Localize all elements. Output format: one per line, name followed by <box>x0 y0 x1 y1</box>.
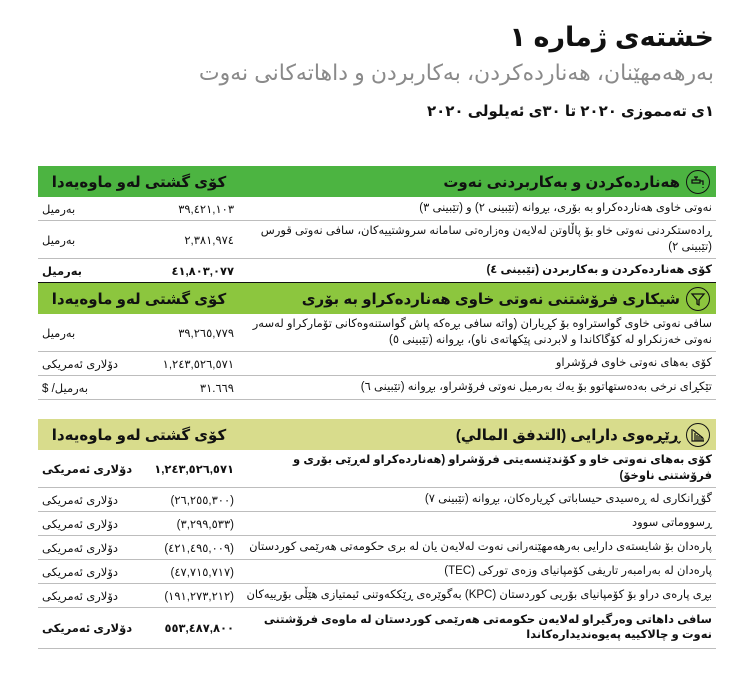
row-description: پارەدان بۆ شایستەی دارایی بەرهەمهێنەرانی نەوت لەلایەن یان لە بری حکومەتی هەرێمی کوردستان <box>249 540 712 553</box>
table-row <box>38 352 716 376</box>
row-value: ٤١,٨٠٣,٠٧٧ <box>171 265 234 278</box>
table-row <box>38 512 716 536</box>
row-value: ٣٩,٤٢١,١٠٣ <box>178 203 234 216</box>
total-column-header: کۆی گشتی لەو ماوەیەدا <box>51 290 227 308</box>
date-range: ١ی تەمموزی ٢٠٢٠ تا ٣٠ی ئەیلولی ٢٠٢٠ <box>426 103 714 120</box>
table-row <box>38 584 716 608</box>
row-value: (١٩١,٢٧٣,٢١٢) <box>164 590 234 603</box>
cash-flow-chart-icon <box>686 423 710 447</box>
row-description: سافی داهاتی وەرگیراو لەلایەن حکومەتی هەرێمی کوردستان لە ماوەی فرۆشتنی نەوت و چالاکییە پەیوەندیدارەکاندا <box>263 613 712 642</box>
total-column-header: کۆی گشتی لەو ماوەیەدا <box>51 173 227 191</box>
table-row <box>38 314 716 352</box>
row-unit: دۆلاری ئەمریکی <box>42 358 118 371</box>
row-unit: دۆلاری ئەمریکی <box>42 463 133 476</box>
table-row <box>38 536 716 560</box>
row-unit: دۆلاری ئەمریکی <box>42 566 118 579</box>
section-title: هەناردەکردن و بەکاربردنی نەوت <box>443 173 680 191</box>
row-unit: بەرمیل/ $ <box>42 382 89 395</box>
page-subtitle: بەرهەمهێنان، هەناردەکردن، بەکاربردن و داهاتەکانی نەوت <box>198 60 714 85</box>
row-description: کۆی بەهای نەوتی خاوی فرۆشراو <box>555 356 712 369</box>
row-value: ١,٢٤٣,٥٢٦,٥٧١ <box>154 463 234 476</box>
row-unit: بەرمیل <box>42 327 76 340</box>
row-value: (٣,٢٩٩,٥٣٣) <box>176 518 234 531</box>
row-description: نەوتی خاوی هەناردەکراو بە بۆری، بڕوانە (تێبینی ٢) و (تێبینی ٣) <box>419 201 712 214</box>
row-description: کۆی هەناردەکردن و بەکاربردن (تێبینی ٤) <box>486 263 712 276</box>
funnel-icon <box>686 287 710 311</box>
section-header <box>38 166 716 197</box>
row-unit: دۆلاری ئەمریکی <box>42 494 118 507</box>
row-description: ڕادەستکردنی نەوتی خاو بۆ پاڵاوتن لەلایەن وەزارەتی سامانە سروشتییەکان، سافی نەوتی قورس (تێبینی ٢) <box>260 225 712 253</box>
row-value: (٤٢١,٤٩٥,٠٠٩) <box>164 542 234 555</box>
row-value: (٢٦,٢٥٥,٣٠٠) <box>170 494 234 507</box>
row-unit: دۆلاری ئەمریکی <box>42 542 118 555</box>
table-row <box>38 221 716 259</box>
table-row <box>38 608 716 649</box>
row-description: کۆی بەهای نەوتی خاو و کۆندێنسەیتی فرۆشراو (هەناردەکراو لەڕێی بۆری و فرۆشتنی ناوخۆ) <box>293 454 712 482</box>
row-value: (٤٧,٧١٥,٧١٧) <box>170 566 234 579</box>
row-unit: دۆلاری ئەمریکی <box>42 590 118 603</box>
section-title: شیکاری فرۆشتنی نەوتی خاوی هەناردەکراو بە بۆری <box>301 290 680 308</box>
page-title: خشتەی ژمارە ١ <box>509 22 714 52</box>
row-description: بڕی پارەی دراو بۆ کۆمپانیای بۆریی کوردستان (KPC) بەگوێرەی ڕێککەوتنی ئیمتیازی هێڵی بۆرییەکان <box>246 588 712 601</box>
row-value: ٢,٣٨١,٩٧٤ <box>184 234 234 247</box>
table-row <box>38 259 716 284</box>
total-column-header: کۆی گشتی لەو ماوەیەدا <box>51 426 227 444</box>
table-row <box>38 450 716 488</box>
row-value: ٣٩,٢٦٥,٧٧٩ <box>178 327 234 340</box>
row-unit: دۆلاری ئەمریکی <box>42 623 133 636</box>
row-unit: بەرمیل <box>42 265 82 278</box>
row-unit: بەرمیل <box>42 203 76 216</box>
row-unit: بەرمیل <box>42 234 76 247</box>
row-value: ٣١.٦٦٩ <box>199 382 234 395</box>
section-table <box>38 166 716 284</box>
section-title: ڕێڕەوی دارایی (التدفق المالي) <box>455 426 680 444</box>
section-header <box>38 419 716 450</box>
section-table <box>38 419 716 649</box>
section-table <box>38 283 716 400</box>
table-row <box>38 376 716 400</box>
row-unit: دۆلاری ئەمریکی <box>42 518 118 531</box>
section-header <box>38 283 716 314</box>
row-description: تێکڕای نرخی بەدەستهاتوو بۆ یەك بەرمیل نەوتی فرۆشراو، بڕوانە (تێبینی ٦) <box>360 380 712 393</box>
row-value: ٥٥٣,٤٨٧,٨٠٠ <box>164 623 234 636</box>
row-value: ١,٢٤٣,٥٢٦,٥٧١ <box>162 358 234 371</box>
row-description: ڕسووماتی سوود <box>631 516 712 529</box>
table-row <box>38 560 716 584</box>
table-row <box>38 197 716 221</box>
row-description: سافی نەوتی خاوی گواستراوە بۆ کڕیاران (واتە سافی بڕەکە پاش گواستنەوەکانی تۆمارکراو لەسەر نەوتی خەزنکراو لە کۆگاکاندا و لابردنی پێکهاتەی ناو)، بڕوانە (تێبینی ٥) <box>252 318 712 346</box>
faucet-icon <box>686 170 710 194</box>
table-row <box>38 488 716 512</box>
row-description: پارەدان لە بەرامبەر تاریفی کۆمپانیای وزەی تورکی (TEC) <box>444 564 712 577</box>
row-description: گۆڕانکاری لە ڕەسیدی حیساباتی کڕیارەکان، بڕوانە (تێبینی ٧) <box>424 492 712 505</box>
